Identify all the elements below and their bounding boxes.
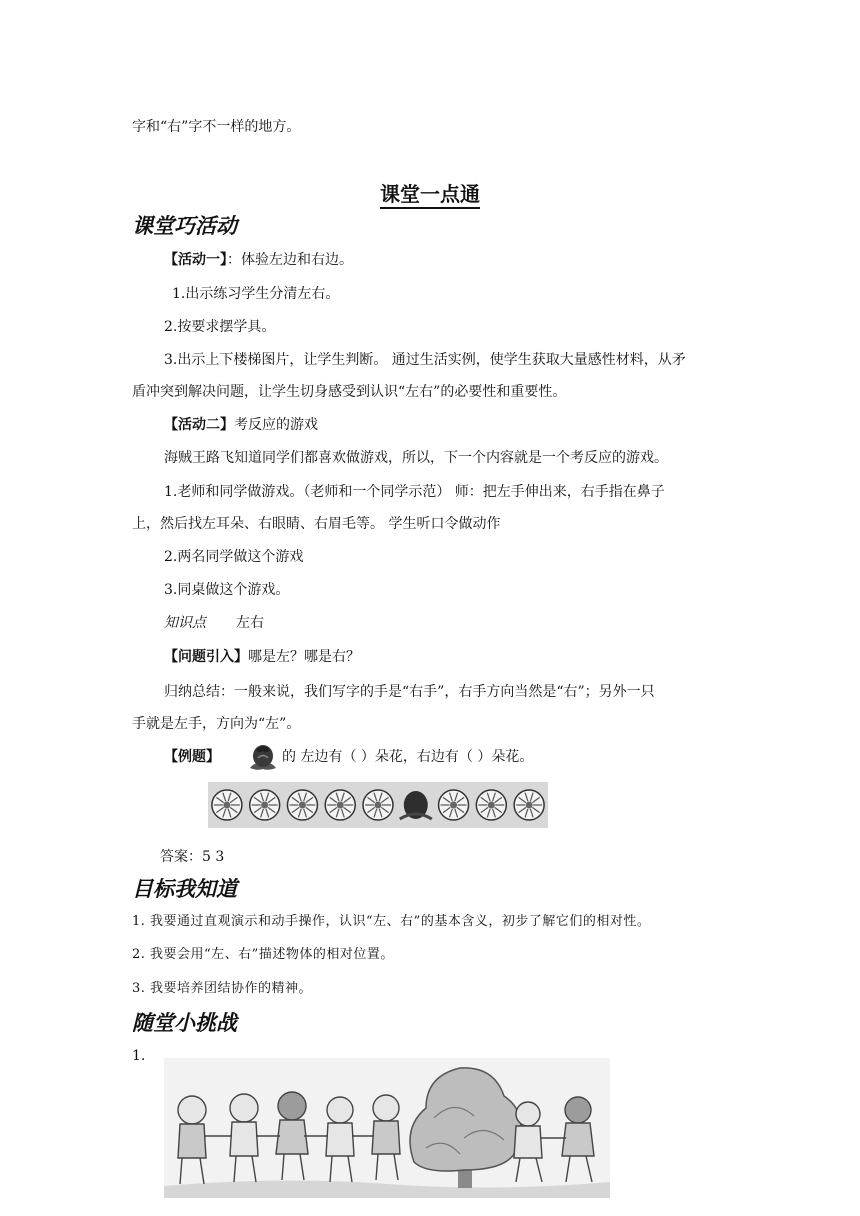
act2-item-1-line1: 1.老师和同学做游戏。（老师和一个同学示范） 师：把左手伸出来，右手指在鼻子 <box>164 484 665 500</box>
summary-line1 <box>164 683 655 701</box>
answer-value: 5 3 <box>202 849 225 865</box>
flower-row-image <box>208 782 548 828</box>
act2-item-1-line2: 上，然后找左耳朵、右眼睛、右眉毛等。 学生听口令做动作 <box>132 516 501 532</box>
act1-item-3-line2: 盾冲突到解决问题，让学生切身感受到认识“左右”的必要性和重要性。 <box>132 384 567 400</box>
flower-icon <box>325 790 355 820</box>
knowledge-value: 左右 <box>236 615 264 631</box>
knowledge-line <box>164 614 264 632</box>
children-holding-hands-image <box>164 1058 610 1198</box>
flower-icon <box>363 790 393 820</box>
summary-text-1: 一般来说，我们写字的手是“右手”，右手方向当然是“右”；另外一只 <box>234 684 655 700</box>
section-title <box>0 178 860 207</box>
example-label: 【例题】 <box>164 749 220 765</box>
act2-line <box>164 416 318 434</box>
flower-icon <box>514 790 544 820</box>
summary-line2: 手就是左手，方向为“左”。 <box>132 716 301 732</box>
top-fragment: 字和“右”字不一样的地方。 <box>132 119 301 135</box>
question-label: 【问题引入】 <box>164 649 248 665</box>
rose-icon <box>246 742 280 772</box>
goal-2: 2. 我要会用“左、右”描述物体的相对位置。 <box>132 947 394 962</box>
answer-line <box>160 848 224 866</box>
act2-text: 考反应的游戏 <box>234 417 318 433</box>
act1-text: ：体验左边和右边。 <box>227 252 353 268</box>
act2-intro: 海贼王路飞知道同学们都喜欢做游戏，所以，下一个内容就是一个考反应的游戏。 <box>164 450 668 466</box>
heading-challenge: 随堂小挑战 <box>132 1011 237 1035</box>
act2-label: 【活动二】 <box>164 417 234 433</box>
goal-3: 3. 我要培养团结协作的精神。 <box>132 981 313 996</box>
question-line <box>164 648 360 666</box>
act2-item-3: 3.同桌做这个游戏。 <box>164 582 290 598</box>
heading-activity: 课堂巧活动 <box>132 214 237 238</box>
act1-label: 【活动一】 <box>164 252 227 268</box>
act1-item-2: 2.按要求摆学具。 <box>164 319 276 335</box>
act2-item-2: 2.两名同学做这个游戏 <box>164 549 304 565</box>
challenge-number: 1. <box>132 1048 146 1064</box>
example-text: 的 左边有（ ）朵花，右边有（ ）朵花。 <box>282 749 534 765</box>
flower-icon <box>212 790 242 820</box>
question-text: 哪是左？哪是右？ <box>248 649 360 665</box>
act1-item-1: 1.出示练习学生分清左右。 <box>172 286 340 302</box>
act1-item-3-line1: 3.出示上下楼梯图片，让学生判断。 通过生活实例，使学生获取大量感性材料，从矛 <box>164 352 686 368</box>
heading-goals: 目标我知道 <box>132 877 237 901</box>
flower-icon <box>287 790 317 820</box>
section-title-text: 课堂一点通 <box>380 182 480 209</box>
flower-icon <box>439 790 469 820</box>
answer-label: 答案： <box>160 849 202 865</box>
flower-icon <box>476 790 506 820</box>
flower-icon <box>250 790 280 820</box>
summary-label: 归纳总结： <box>164 684 234 700</box>
goal-1: 1. 我要通过直观演示和动手操作，认识“左、右”的基本含义，初步了解它们的相对性。 <box>132 914 651 929</box>
knowledge-label: 知识点 <box>164 615 206 631</box>
act1-line <box>164 251 353 269</box>
